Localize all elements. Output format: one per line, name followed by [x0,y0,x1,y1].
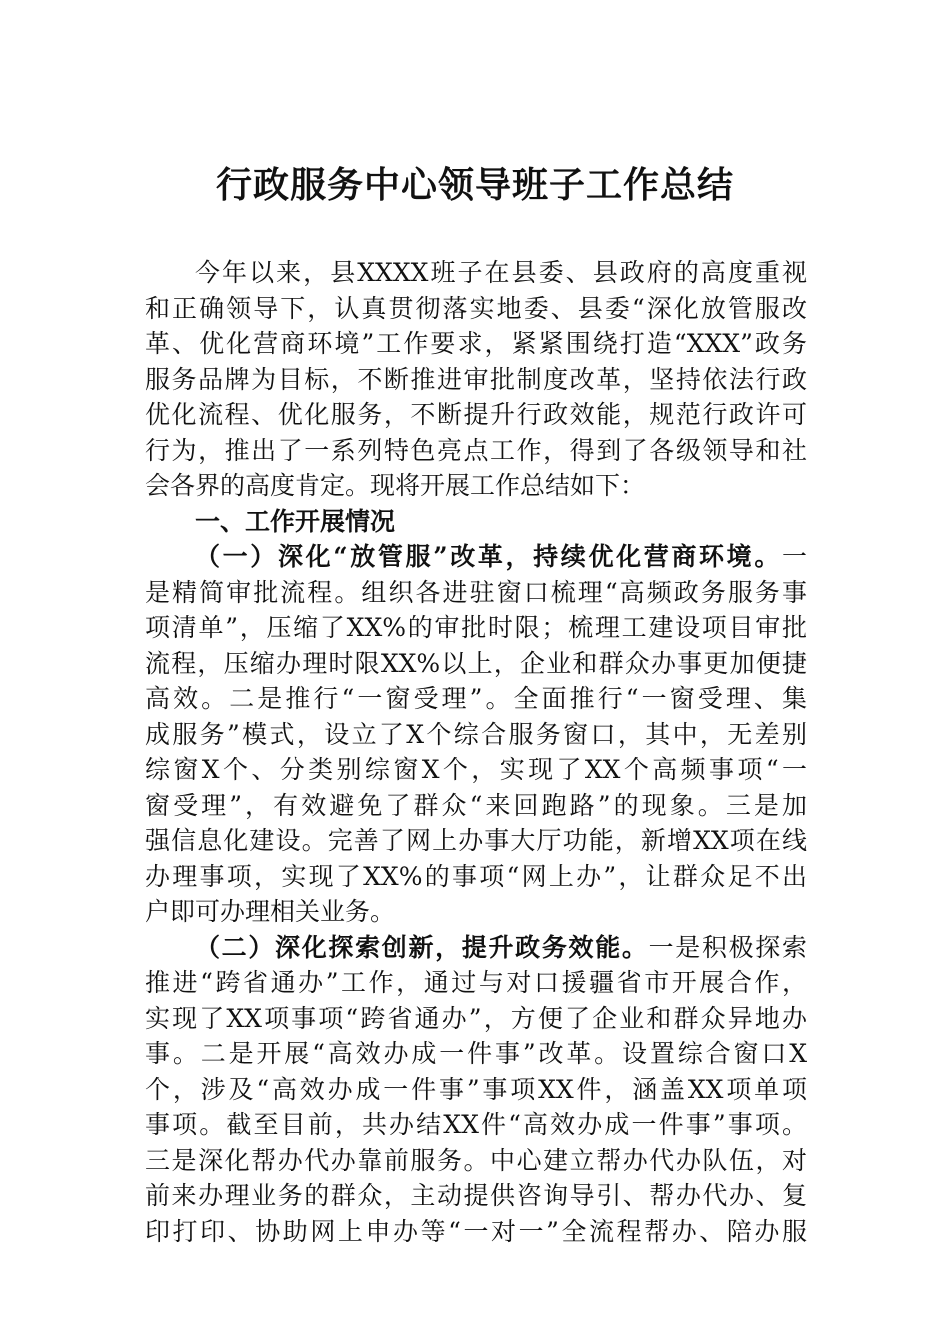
body-line: 个，涉及“高效办成一件事”事项XX件，涵盖XX项单项 [145,1074,807,1104]
body-line: 服务品牌为目标，不断推进审批制度改革，坚持依法行政 [145,364,807,394]
subsection-line [145,539,807,575]
body-line: 优化流程、优化服务，不断提升行政效能，规范行政许可 [145,400,807,429]
body-line: 成服务”模式，设立了X个综合服务窗口，其中，无差别 [145,719,807,749]
body-line: 行为，推出了一系列特色亮点工作，得到了各级领导和社 [145,435,807,465]
body-line-tail: 一是积极探索 [648,932,807,962]
body-line: 革、优化营商环境”工作要求，紧紧围绕打造“XXX”政务 [145,329,807,358]
body-line: 实现了XX项事项“跨省通办”，方便了企业和群众异地办 [145,1003,807,1033]
subsection-heading: （二）深化探索创新，提升政务效能。 [195,932,649,962]
body-line-tail: 一 [781,542,807,571]
document-body [145,255,807,1249]
body-line: 流程，压缩办理时限XX%以上，企业和群众办事更加便捷 [145,648,807,678]
body-line: 强信息化建设。完善了网上办事大厅功能，新增XX项在线 [145,826,807,855]
body-line: 项清单”，压缩了XX%的审批时限；梳理工建设项目审批 [145,613,807,642]
body-line: 推进“跨省通办”工作，通过与对口援疆省市开展合作， [145,968,807,997]
body-line: 会各界的高度肯定。现将开展工作总结如下： [145,471,646,500]
section-heading: 一、工作开展情况 [195,506,396,536]
body-line: 印打印、协助网上申办等“一对一”全流程帮办、陪办服 [145,1216,807,1246]
body-line: 今年以来，县XXXX班子在县委、县政府的高度重视 [195,258,807,287]
body-line: 办理事项，实现了XX%的事项“网上办”，让群众足不出 [145,861,807,891]
subsection-heading: （一）深化“放管服”改革，持续优化营商环境。 [195,542,782,571]
body-line: 三是深化帮办代办靠前服务。中心建立帮办代办队伍，对 [145,1145,807,1175]
body-line: 事项。截至目前，共办结XX件“高效办成一件事”事项。 [145,1110,807,1139]
subsection-line [145,930,807,966]
body-line: 前来办理业务的群众，主动提供咨询导引、帮办代办、复 [145,1181,807,1210]
document-title: 行政服务中心领导班子工作总结 [215,164,734,206]
body-line: 户即可办理相关业务。 [145,897,396,926]
body-line: 是精简审批流程。组织各进驻窗口梳理“高频政务服务事 [145,577,807,607]
body-line: 和正确领导下，认真贯彻落实地委、县委“深化放管服改 [145,293,807,323]
body-line: 综窗X个、分类别综窗X个，实现了XX个高频事项“一 [145,755,807,784]
body-line: 窗受理”，有效避免了群众“来回跑路”的现象。三是加 [145,790,807,820]
body-line: 高效。二是推行“一窗受理”。全面推行“一窗受理、集 [145,684,807,713]
body-line: 事。二是开展“高效办成一件事”改革。设置综合窗口X [145,1039,807,1068]
